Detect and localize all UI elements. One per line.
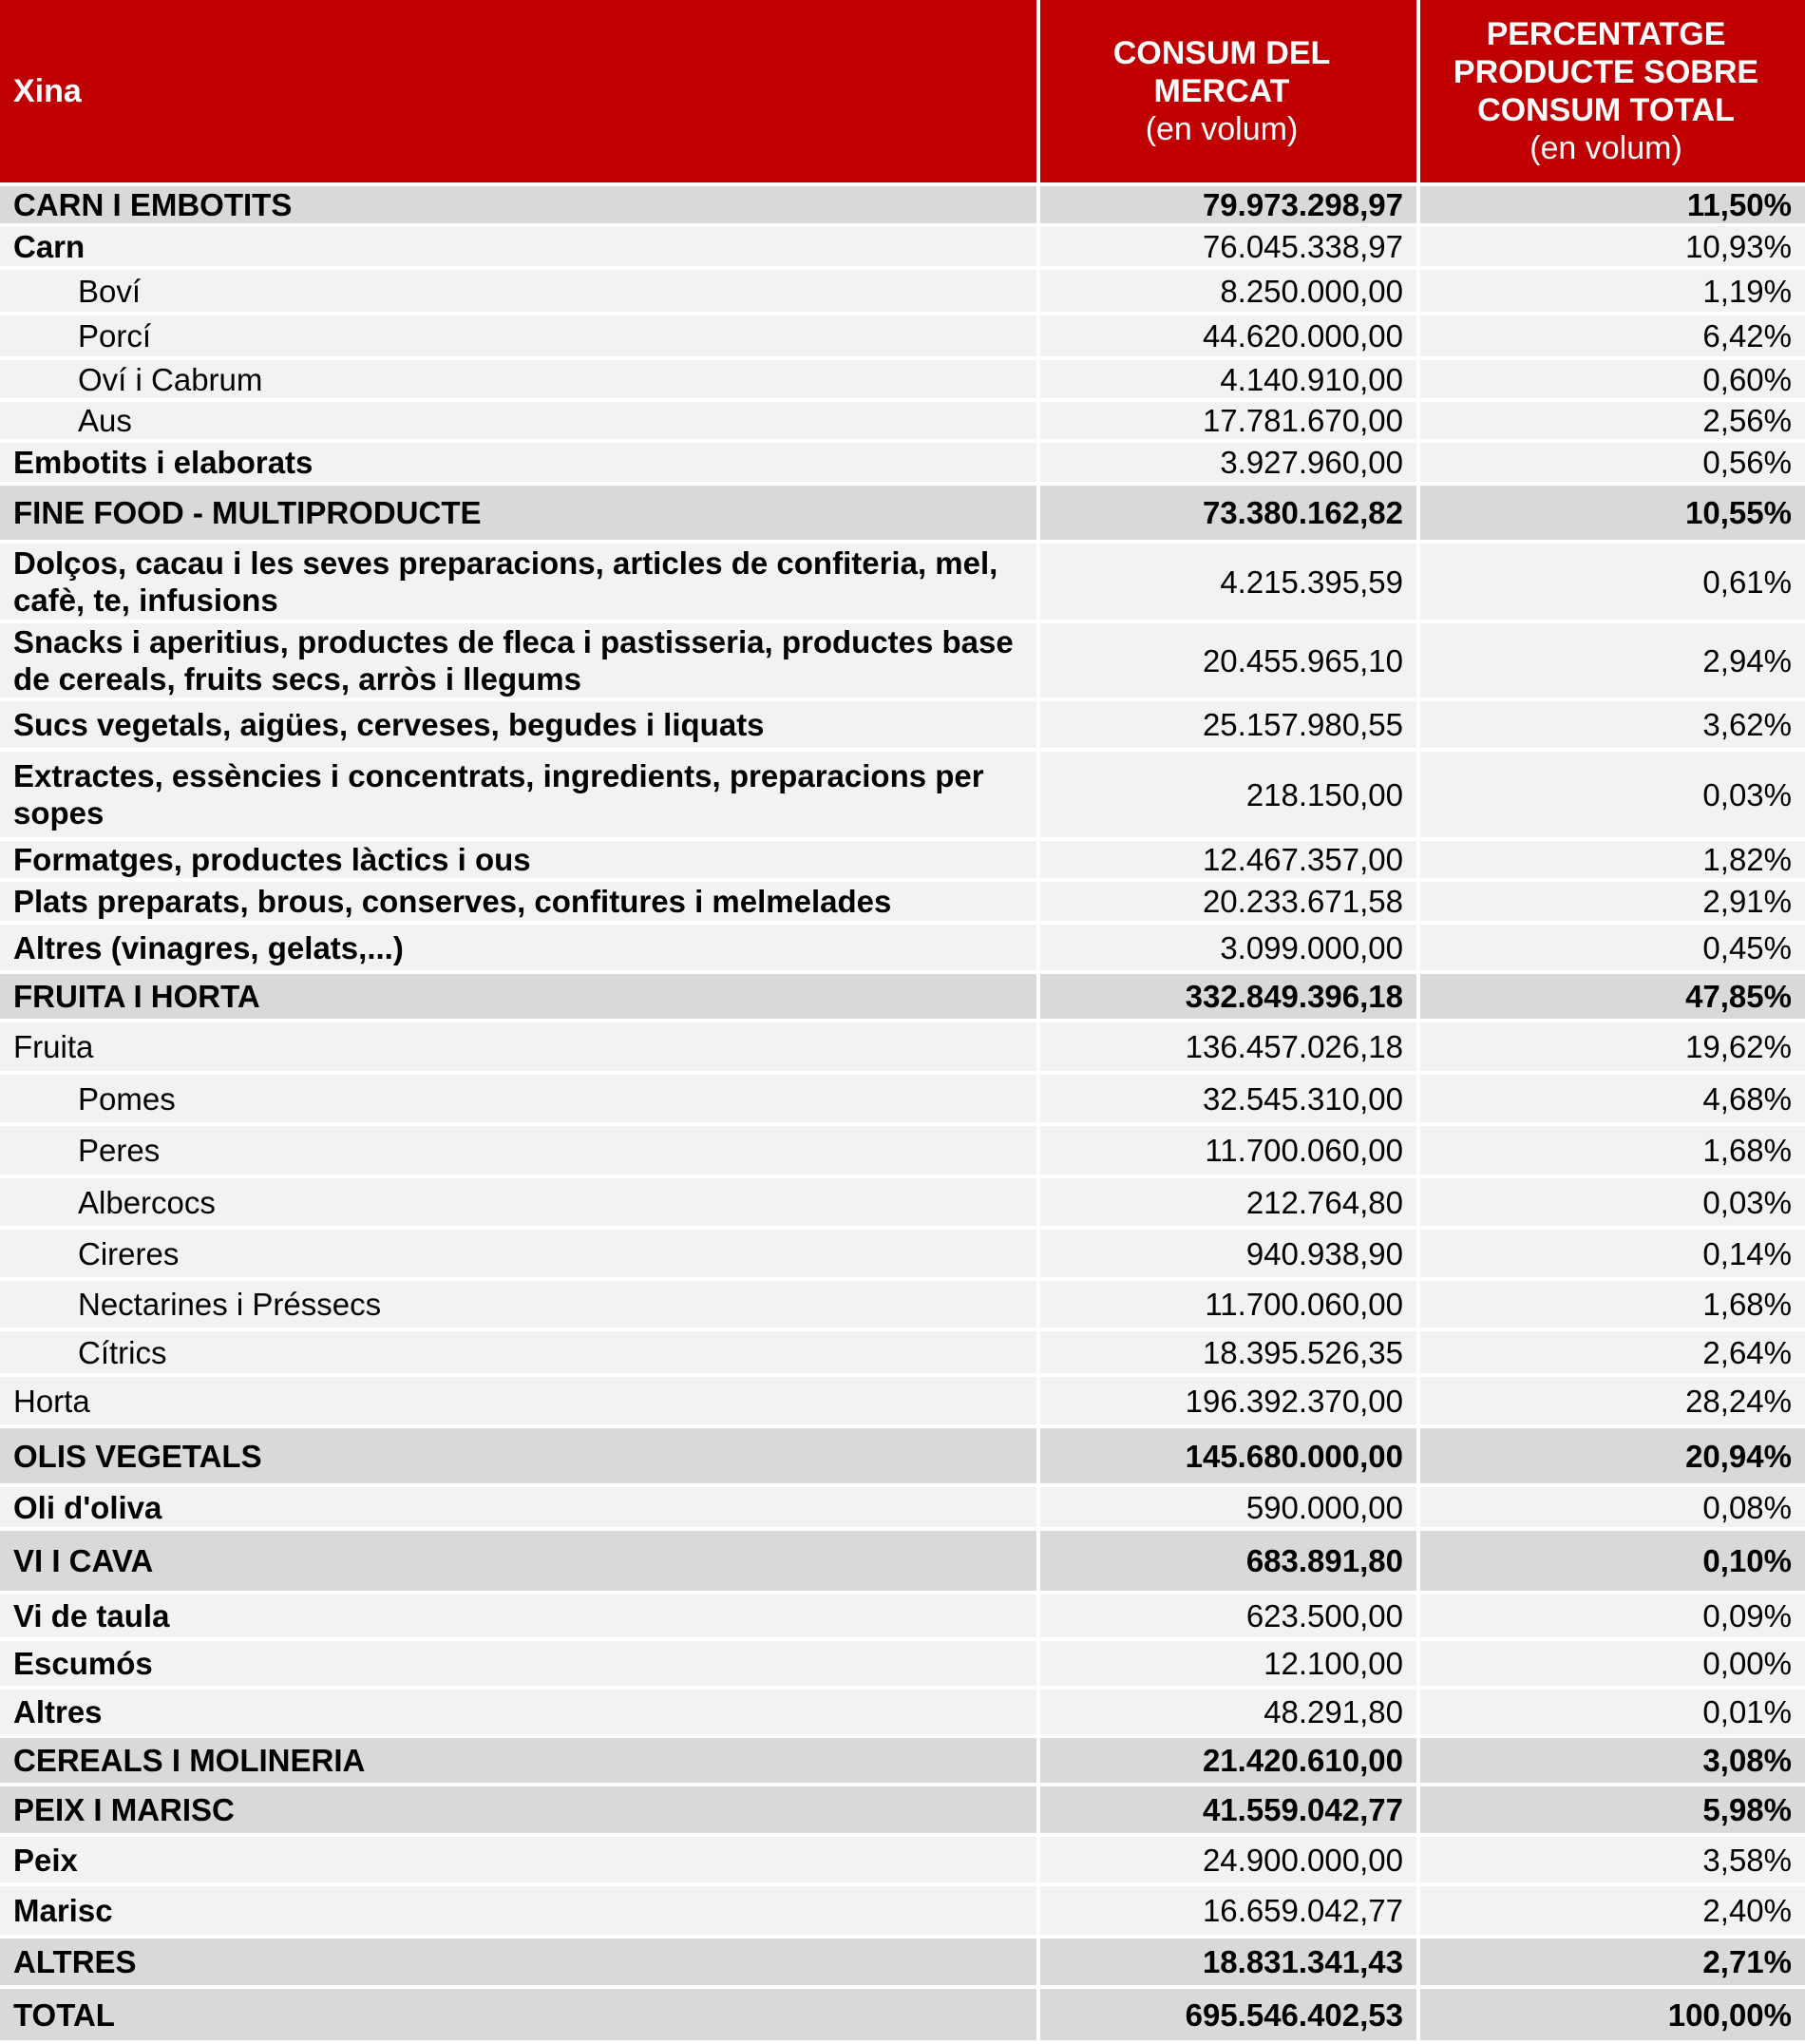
table-row — [0, 925, 1805, 974]
table-row — [0, 544, 1805, 623]
table-row — [0, 1075, 1805, 1126]
table-row — [0, 1178, 1805, 1230]
row-label: CEREALS I MOLINERIA — [0, 1738, 1040, 1786]
row-percentage-value: 100,00% — [1420, 1989, 1805, 2044]
row-label: Escumós — [0, 1641, 1040, 1690]
row-label: Oli d'oliva — [0, 1487, 1040, 1531]
row-percentage-value: 47,85% — [1420, 974, 1805, 1022]
category-row — [0, 186, 1805, 226]
row-consumption-value: 18.395.526,35 — [1040, 1331, 1420, 1377]
row-percentage-value: 2,56% — [1420, 402, 1805, 443]
row-consumption-value: 8.250.000,00 — [1040, 270, 1420, 315]
row-label: Peres — [0, 1126, 1040, 1178]
category-row — [0, 1939, 1805, 1989]
row-label: Aus — [0, 402, 1040, 443]
table-row — [0, 841, 1805, 882]
row-label: OLIS VEGETALS — [0, 1428, 1040, 1487]
row-percentage-value: 1,82% — [1420, 841, 1805, 882]
row-percentage-value: 4,68% — [1420, 1075, 1805, 1126]
row-label: Vi de taula — [0, 1595, 1040, 1641]
table-row — [0, 752, 1805, 841]
table-row — [0, 1281, 1805, 1331]
row-percentage-value: 2,71% — [1420, 1939, 1805, 1989]
row-percentage-value: 0,01% — [1420, 1690, 1805, 1738]
row-percentage-value: 2,40% — [1420, 1886, 1805, 1939]
row-percentage-value: 0,03% — [1420, 1178, 1805, 1230]
row-percentage-value: 0,45% — [1420, 925, 1805, 974]
row-percentage-value: 0,03% — [1420, 752, 1805, 841]
row-percentage-value: 3,58% — [1420, 1837, 1805, 1886]
row-label: Marisc — [0, 1886, 1040, 1939]
row-label: Cireres — [0, 1230, 1040, 1281]
table-row — [0, 701, 1805, 752]
row-consumption-value: 218.150,00 — [1040, 752, 1420, 841]
table-row — [0, 1641, 1805, 1690]
row-label: VI I CAVA — [0, 1531, 1040, 1595]
row-consumption-value: 212.764,80 — [1040, 1178, 1420, 1230]
table-header-row — [0, 0, 1805, 186]
row-percentage-value: 10,55% — [1420, 486, 1805, 544]
row-label: TOTAL — [0, 1989, 1040, 2044]
row-label: Fruita — [0, 1022, 1040, 1075]
table-row — [0, 1487, 1805, 1531]
table-row — [0, 623, 1805, 701]
row-consumption-value: 332.849.396,18 — [1040, 974, 1420, 1022]
row-label: Cítrics — [0, 1331, 1040, 1377]
row-label: Plats preparats, brous, conserves, confitures i melmelades — [0, 882, 1040, 925]
category-row — [0, 1786, 1805, 1837]
row-percentage-value: 11,50% — [1420, 186, 1805, 227]
row-percentage-value: 0,56% — [1420, 443, 1805, 486]
row-consumption-value: 11.700.060,00 — [1040, 1281, 1420, 1331]
row-percentage-value: 3,62% — [1420, 701, 1805, 752]
header-percentage-title: PERCENTATGE PRODUCTE SOBRE CONSUM TOTAL — [1453, 16, 1759, 128]
row-percentage-value: 0,08% — [1420, 1487, 1805, 1531]
row-consumption-value: 11.700.060,00 — [1040, 1126, 1420, 1178]
row-consumption-value: 20.455.965,10 — [1040, 623, 1420, 701]
table-row — [0, 1595, 1805, 1641]
row-percentage-value: 0,09% — [1420, 1595, 1805, 1641]
row-consumption-value: 32.545.310,00 — [1040, 1075, 1420, 1126]
row-label: FRUITA I HORTA — [0, 974, 1040, 1022]
header-consumption-unit: (en volum) — [1145, 111, 1299, 147]
category-row — [0, 486, 1805, 544]
row-label: Oví i Cabrum — [0, 360, 1040, 402]
row-percentage-value: 5,98% — [1420, 1786, 1805, 1837]
row-consumption-value: 3.927.960,00 — [1040, 443, 1420, 486]
row-consumption-value: 695.546.402,53 — [1040, 1989, 1420, 2044]
row-label: Dolços, cacau i les seves preparacions, articles de confiteria, mel, cafè, te, infusions — [0, 544, 1040, 623]
row-consumption-value: 590.000,00 — [1040, 1487, 1420, 1531]
row-consumption-value: 17.781.670,00 — [1040, 402, 1420, 443]
row-consumption-value: 18.831.341,43 — [1040, 1939, 1420, 1989]
row-label: PEIX I MARISC — [0, 1786, 1040, 1837]
row-consumption-value: 79.973.298,97 — [1040, 186, 1420, 227]
row-percentage-value: 28,24% — [1420, 1377, 1805, 1428]
row-label: ALTRES — [0, 1939, 1040, 1989]
header-consumption-column — [1040, 0, 1420, 186]
row-label: Embotits i elaborats — [0, 443, 1040, 486]
row-label: Nectarines i Préssecs — [0, 1281, 1040, 1331]
category-row — [0, 1531, 1805, 1595]
row-label: Porcí — [0, 315, 1040, 360]
row-consumption-value: 683.891,80 — [1040, 1531, 1420, 1595]
row-label: Altres — [0, 1690, 1040, 1738]
row-label: CARN I EMBOTITS — [0, 186, 1040, 227]
table-row — [0, 443, 1805, 486]
row-percentage-value: 2,94% — [1420, 623, 1805, 701]
table-row — [0, 882, 1805, 925]
row-percentage-value: 0,00% — [1420, 1641, 1805, 1690]
row-percentage-value: 10,93% — [1420, 226, 1805, 270]
row-percentage-value: 0,14% — [1420, 1230, 1805, 1281]
row-consumption-value: 41.559.042,77 — [1040, 1786, 1420, 1837]
row-percentage-value: 0,10% — [1420, 1531, 1805, 1595]
row-consumption-value: 73.380.162,82 — [1040, 486, 1420, 544]
row-consumption-value: 16.659.042,77 — [1040, 1886, 1420, 1939]
row-percentage-value: 3,08% — [1420, 1738, 1805, 1786]
row-percentage-value: 6,42% — [1420, 315, 1805, 360]
table-row — [0, 1377, 1805, 1428]
row-percentage-value: 19,62% — [1420, 1022, 1805, 1075]
row-label: Extractes, essències i concentrats, ingredients, preparacions per sopes — [0, 752, 1040, 841]
header-consumption-title: CONSUM DEL MERCAT — [1112, 35, 1331, 109]
table-row — [0, 1886, 1805, 1939]
row-label: Horta — [0, 1377, 1040, 1428]
category-row — [0, 1428, 1805, 1487]
table-row — [0, 1331, 1805, 1377]
row-consumption-value: 44.620.000,00 — [1040, 315, 1420, 360]
row-label: Pomes — [0, 1075, 1040, 1126]
table-row — [0, 402, 1805, 443]
row-percentage-value: 0,60% — [1420, 360, 1805, 402]
row-label: Carn — [0, 226, 1040, 270]
row-consumption-value: 136.457.026,18 — [1040, 1022, 1420, 1075]
row-consumption-value: 12.100,00 — [1040, 1641, 1420, 1690]
table-row — [0, 1022, 1805, 1075]
row-percentage-value: 1,19% — [1420, 270, 1805, 315]
row-consumption-value: 48.291,80 — [1040, 1690, 1420, 1738]
row-consumption-value: 3.099.000,00 — [1040, 925, 1420, 974]
row-consumption-value: 4.140.910,00 — [1040, 360, 1420, 402]
row-label: Boví — [0, 270, 1040, 315]
header-percentage-column — [1420, 0, 1805, 186]
header-country-label: Xina — [0, 0, 1040, 186]
row-label: Altres (vinagres, gelats,...) — [0, 925, 1040, 974]
category-row — [0, 974, 1805, 1022]
row-consumption-value: 24.900.000,00 — [1040, 1837, 1420, 1886]
table-row — [0, 315, 1805, 360]
row-label: Sucs vegetals, aigües, cerveses, begudes i liquats — [0, 701, 1040, 752]
row-percentage-value: 2,91% — [1420, 882, 1805, 925]
row-consumption-value: 623.500,00 — [1040, 1595, 1420, 1641]
category-row — [0, 1738, 1805, 1786]
row-label: Peix — [0, 1837, 1040, 1886]
table-row — [0, 270, 1805, 315]
table-row — [0, 1126, 1805, 1178]
row-label: Albercocs — [0, 1178, 1040, 1230]
total-row — [0, 1989, 1805, 2044]
row-consumption-value: 25.157.980,55 — [1040, 701, 1420, 752]
row-label: Snacks i aperitius, productes de fleca i pastisseria, productes base de cereals, fruits secs, arròs i llegums — [0, 623, 1040, 701]
row-consumption-value: 21.420.610,00 — [1040, 1738, 1420, 1786]
table-row — [0, 360, 1805, 402]
header-percentage-unit: (en volum) — [1530, 130, 1682, 166]
row-label: FINE FOOD - MULTIPRODUCTE — [0, 486, 1040, 544]
row-consumption-value: 940.938,90 — [1040, 1230, 1420, 1281]
table-row — [0, 1837, 1805, 1886]
row-consumption-value: 196.392.370,00 — [1040, 1377, 1420, 1428]
row-consumption-value: 4.215.395,59 — [1040, 544, 1420, 623]
row-percentage-value: 20,94% — [1420, 1428, 1805, 1487]
row-percentage-value: 1,68% — [1420, 1126, 1805, 1178]
table-row — [0, 226, 1805, 270]
row-percentage-value: 0,61% — [1420, 544, 1805, 623]
row-consumption-value: 12.467.357,00 — [1040, 841, 1420, 882]
row-label: Formatges, productes làctics i ous — [0, 841, 1040, 882]
row-consumption-value: 20.233.671,58 — [1040, 882, 1420, 925]
row-consumption-value: 76.045.338,97 — [1040, 226, 1420, 270]
row-consumption-value: 145.680.000,00 — [1040, 1428, 1420, 1487]
row-percentage-value: 1,68% — [1420, 1281, 1805, 1331]
row-percentage-value: 2,64% — [1420, 1331, 1805, 1377]
table-row — [0, 1230, 1805, 1281]
table-row — [0, 1690, 1805, 1738]
